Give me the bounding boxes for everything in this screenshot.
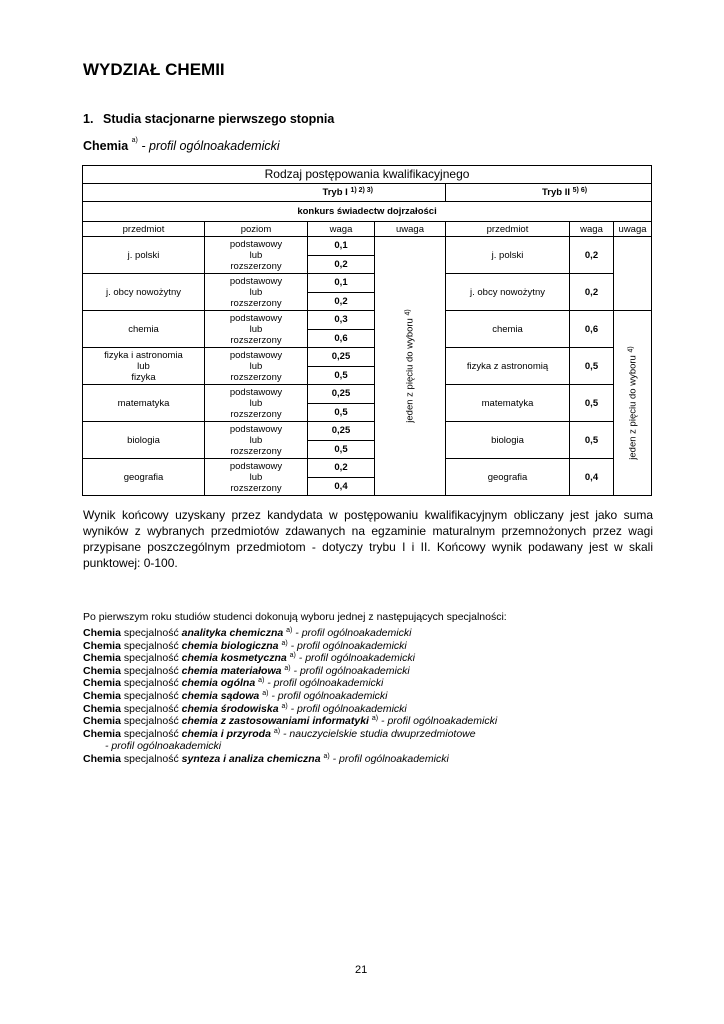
level-cell	[205, 274, 308, 311]
specialization-item	[83, 677, 497, 690]
col-header-subject-2: przedmiot	[446, 222, 570, 237]
spec-profile: - profil ogólnoakademicki	[267, 677, 384, 690]
specialization-item-continuation	[83, 740, 497, 753]
programme-footnote: a)	[131, 137, 138, 144]
spec-name: chemia kosmetyczna	[181, 652, 287, 665]
tryb-1-label: Tryb I	[322, 187, 348, 198]
col-header-level: poziom	[205, 222, 308, 237]
spec-profile: - profil ogólnoakademicki	[293, 664, 410, 677]
subject-2-cell: matematyka	[446, 385, 570, 422]
level-cell	[205, 385, 308, 422]
spec-prefix: Chemia	[83, 752, 121, 765]
subject-line: fizyka	[131, 371, 156, 383]
level-or: lub	[249, 434, 263, 446]
weight-extended-cell: 0,6	[308, 329, 375, 348]
weight-extended-cell: 0,5	[308, 403, 375, 422]
spec-profile: - profil ogólnoakademicki	[295, 627, 412, 639]
spec-word: specjalność	[123, 664, 179, 677]
note-footnote: 4)	[404, 309, 412, 316]
spec-profile: - nauczycielskie studia dwuprzedmiotowe	[283, 727, 476, 740]
spec-footnote: a)	[289, 652, 296, 660]
level-or: lub	[249, 471, 263, 483]
spec-footnote: a)	[284, 664, 291, 672]
weight-basic-cell: 0,3	[308, 311, 375, 330]
section-title: Studia stacjonarne pierwszego stopnia	[103, 112, 335, 126]
level-cell	[205, 348, 308, 385]
weight-2-cell: 0,5	[570, 422, 614, 459]
weight-2-cell: 0,2	[570, 274, 614, 311]
spec-footnote: a)	[323, 752, 330, 760]
spec-name: analityka chemiczna	[181, 627, 284, 639]
programme-line	[83, 139, 280, 153]
spec-word: specjalność	[123, 639, 179, 652]
weight-2-cell: 0,5	[570, 348, 614, 385]
specialization-item	[83, 753, 497, 766]
spec-prefix: Chemia	[83, 652, 121, 665]
tryb-2-label: Tryb II	[542, 187, 571, 198]
subject-1-cell: biologia	[83, 422, 205, 459]
spec-word: specjalność	[123, 677, 179, 690]
level-extended: rozszerzony	[230, 371, 282, 383]
weight-basic-cell: 0,25	[308, 385, 375, 404]
col-header-note-2: uwaga	[614, 222, 652, 237]
level-basic: podstawowy	[229, 460, 283, 472]
spec-prefix: Chemia	[83, 715, 121, 728]
level-extended: rozszerzony	[230, 408, 282, 420]
note-cell-tryb-2-empty	[614, 237, 652, 311]
weight-extended-cell: 0,2	[308, 292, 375, 311]
level-basic: podstawowy	[229, 275, 283, 287]
subject-2-cell: j. polski	[446, 237, 570, 274]
note-cell-tryb-1	[375, 237, 446, 496]
note-text: jeden z pięciu do wyboru	[627, 355, 639, 460]
subject-1-cell: geografia	[83, 459, 205, 496]
weight-extended-cell: 0,2	[308, 255, 375, 274]
spec-prefix: Chemia	[83, 689, 121, 702]
subject-1-cell	[83, 348, 205, 385]
specialization-item	[83, 715, 497, 728]
level-basic: podstawowy	[229, 386, 283, 398]
admission-table	[82, 165, 652, 496]
spec-word: specjalność	[123, 715, 179, 728]
spec-name: chemia i przyroda	[181, 727, 271, 740]
spec-footnote: a)	[371, 715, 379, 723]
weight-basic-cell: 0,1	[308, 274, 375, 293]
weight-basic-cell: 0,1	[308, 237, 375, 256]
spec-name: chemia z zastosowaniami informatyki	[181, 715, 369, 728]
spec-word: specjalność	[123, 702, 179, 715]
tryb-2-header	[446, 184, 652, 202]
spec-prefix: Chemia	[83, 677, 121, 690]
programme-profile: - profil ogólnoakademicki	[141, 139, 280, 153]
spec-prefix: Chemia	[83, 702, 121, 715]
spec-prefix: Chemia	[83, 664, 121, 677]
note-text-tryb-2	[627, 346, 638, 459]
subject-2-cell: j. obcy nowożytny	[446, 274, 570, 311]
spec-profile: - profil ogólnoakademicki	[290, 639, 407, 652]
tryb-1-header	[83, 184, 446, 202]
subject-2-cell: geografia	[446, 459, 570, 496]
specialization-item	[83, 703, 497, 716]
spec-word: specjalność	[123, 752, 179, 765]
spec-footnote: a)	[281, 702, 288, 710]
specialization-item	[83, 690, 497, 703]
specialization-item	[83, 728, 497, 741]
spec-footnote: a)	[262, 689, 269, 697]
spec-word: specjalność	[123, 727, 179, 740]
table-header: Rodzaj postępowania kwalifikacyjnego	[83, 166, 652, 184]
page-number: 21	[355, 964, 368, 976]
spec-prefix: Chemia	[83, 627, 121, 639]
specializations-list	[83, 627, 497, 766]
spec-profile: - profil ogólnoakademicki	[298, 652, 415, 665]
col-header-weight-2: waga	[570, 222, 614, 237]
spec-profile: - profil ogólnoakademicki	[271, 689, 388, 702]
weight-extended-cell: 0,5	[308, 366, 375, 385]
weight-2-cell: 0,6	[570, 311, 614, 348]
weight-basic-cell: 0,2	[308, 459, 375, 478]
col-header-note-1: uwaga	[375, 222, 446, 237]
spec-profile: - profil ogólnoakademicki	[332, 752, 449, 765]
page-title: WYDZIAŁ CHEMII	[83, 60, 225, 79]
level-cell	[205, 237, 308, 274]
level-basic: podstawowy	[229, 349, 283, 361]
level-extended: rozszerzony	[230, 334, 282, 346]
konkurs-row: konkurs świadectw dojrzałości	[83, 202, 652, 222]
level-extended: rozszerzony	[230, 297, 282, 309]
note-footnote: 4)	[627, 346, 635, 353]
level-basic: podstawowy	[229, 238, 283, 250]
spec-profile: - profil ogólnoakademicki	[290, 702, 407, 715]
spec-word: specjalność	[123, 689, 179, 702]
spec-prefix: Chemia	[83, 639, 121, 652]
spec-footnote: a)	[286, 627, 293, 634]
level-or: lub	[249, 360, 263, 372]
section-number: 1.	[83, 112, 94, 126]
spec-name: chemia sądowa	[181, 689, 260, 702]
spec-profile: - profil ogólnoakademicki	[105, 740, 222, 753]
spec-name: chemia materiałowa	[181, 664, 282, 677]
level-or: lub	[249, 323, 263, 335]
weight-2-cell: 0,5	[570, 385, 614, 422]
subject-2-cell: fizyka z astronomią	[446, 348, 570, 385]
level-extended: rozszerzony	[230, 445, 282, 457]
spec-name: chemia biologiczna	[181, 639, 279, 652]
level-extended: rozszerzony	[230, 482, 282, 494]
subject-2-cell: biologia	[446, 422, 570, 459]
spec-footnote: a)	[273, 727, 281, 735]
specializations-intro: Po pierwszym roku studiów studenci dokonują wyboru jednej z następujących specjalności:	[83, 611, 507, 623]
spec-name: chemia ogólna	[181, 677, 256, 690]
programme-name: Chemia	[83, 139, 129, 153]
weight-extended-cell: 0,5	[308, 440, 375, 459]
weight-extended-cell: 0,4	[308, 477, 375, 496]
note-cell-tryb-2	[614, 311, 652, 496]
subject-line: fizyka i astronomia	[104, 349, 183, 361]
spec-word: specjalność	[123, 627, 179, 639]
level-or: lub	[249, 249, 263, 261]
spec-footnote: a)	[281, 639, 288, 647]
specialization-item	[83, 652, 497, 665]
level-cell	[205, 311, 308, 348]
spec-word: specjalność	[123, 652, 179, 665]
col-header-weight-1: waga	[308, 222, 375, 237]
spec-footnote: a)	[258, 677, 265, 685]
weight-basic-cell: 0,25	[308, 348, 375, 367]
subject-2-cell: chemia	[446, 311, 570, 348]
spec-prefix: Chemia	[83, 727, 121, 740]
subject-1-cell: chemia	[83, 311, 205, 348]
subject-line: lub	[137, 360, 150, 372]
level-cell	[205, 422, 308, 459]
specialization-item	[83, 640, 497, 653]
tryb-2-footnotes: 5) 6)	[572, 187, 588, 194]
weight-2-cell: 0,2	[570, 237, 614, 274]
level-extended: rozszerzony	[230, 260, 282, 272]
level-or: lub	[249, 286, 263, 298]
note-text-tryb-1	[405, 309, 416, 422]
col-header-subject-1: przedmiot	[83, 222, 205, 237]
tryb-1-footnotes: 1) 2) 3)	[350, 187, 373, 194]
subject-1-cell: j. obcy nowożytny	[83, 274, 205, 311]
subject-1-cell: j. polski	[83, 237, 205, 274]
scoring-paragraph: Wynik końcowy uzyskany przez kandydata w postępowaniu kwalifikacyjnym obliczany jest jako suma wyników z wybranych przedmiotów zdawanych na egzaminie maturalnym przemnożonych przez wagi przypisane poszczególnym przedmiotom - dotyczy trybu I i II. Końcowy wynik podawany jest w skali punktowej: 0-100.	[83, 508, 653, 570]
spec-name: synteza i analiza chemiczna	[181, 752, 321, 765]
subject-1-cell: matematyka	[83, 385, 205, 422]
weight-basic-cell: 0,25	[308, 422, 375, 441]
level-basic: podstawowy	[229, 312, 283, 324]
level-or: lub	[249, 397, 263, 409]
spec-profile: - profil ogólnoakademicki	[381, 715, 498, 728]
spec-name: chemia środowiska	[181, 702, 279, 715]
weight-2-cell: 0,4	[570, 459, 614, 496]
section-heading	[83, 112, 334, 126]
level-cell	[205, 459, 308, 496]
note-text: jeden z pięciu do wyboru	[404, 318, 416, 423]
specialization-item	[83, 627, 497, 640]
specialization-item	[83, 665, 497, 678]
level-basic: podstawowy	[229, 423, 283, 435]
